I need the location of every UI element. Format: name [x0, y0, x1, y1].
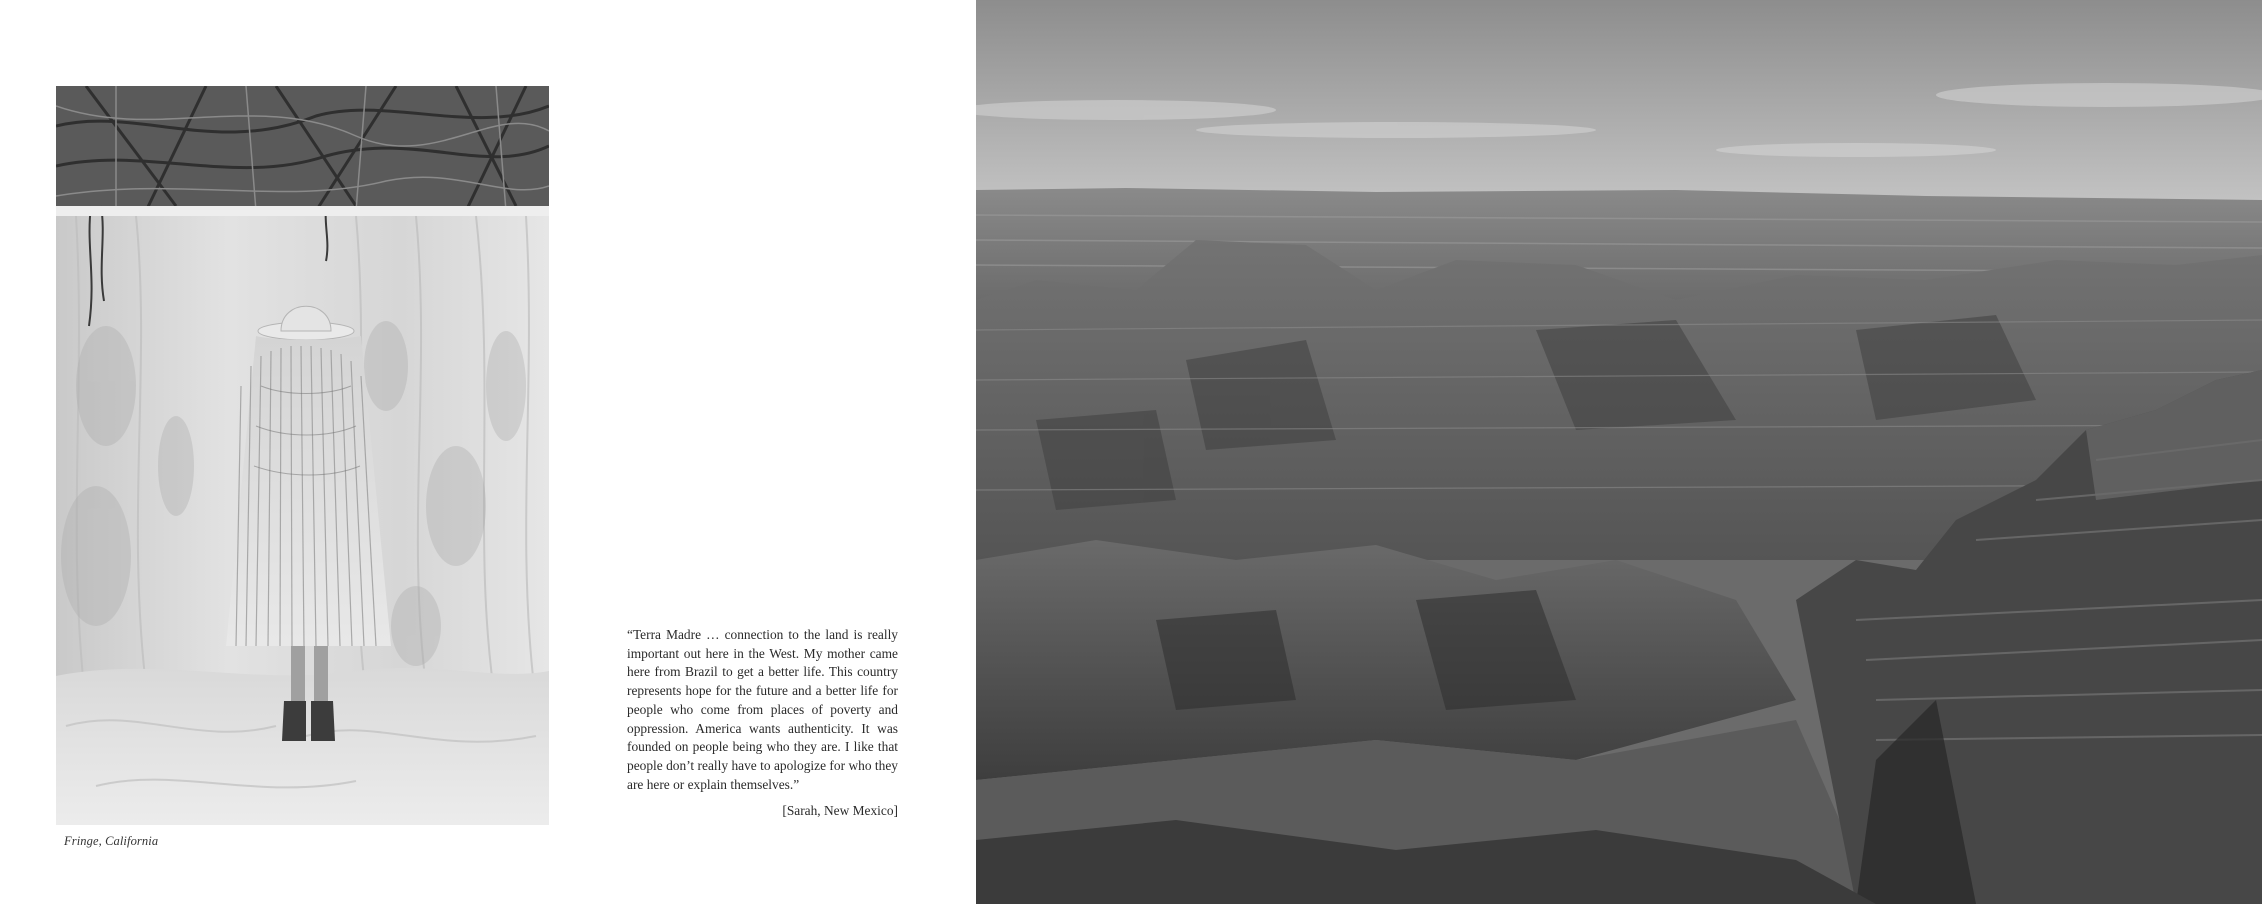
right-page [976, 0, 2262, 904]
photo-caption: Fringe, California [64, 834, 159, 848]
quote-block [627, 626, 898, 820]
canyon-photo [976, 0, 2262, 904]
quote-attribution: [Sarah, New Mexico] [782, 803, 898, 819]
portrait-photo [56, 86, 549, 825]
left-page [0, 0, 976, 904]
portrait-photo-image [56, 86, 549, 825]
quote-text: “Terra Madre … connection to the land is really important out here in the West. My mother came here from Brazil to get a better life. This country represents hope for the future and a better life for people who come from places of poverty and oppression. America wants authenticity. It was founded on people being who they are. I like that people don’t really have to apologize for who they are here or explain themselves.” [627, 627, 898, 792]
